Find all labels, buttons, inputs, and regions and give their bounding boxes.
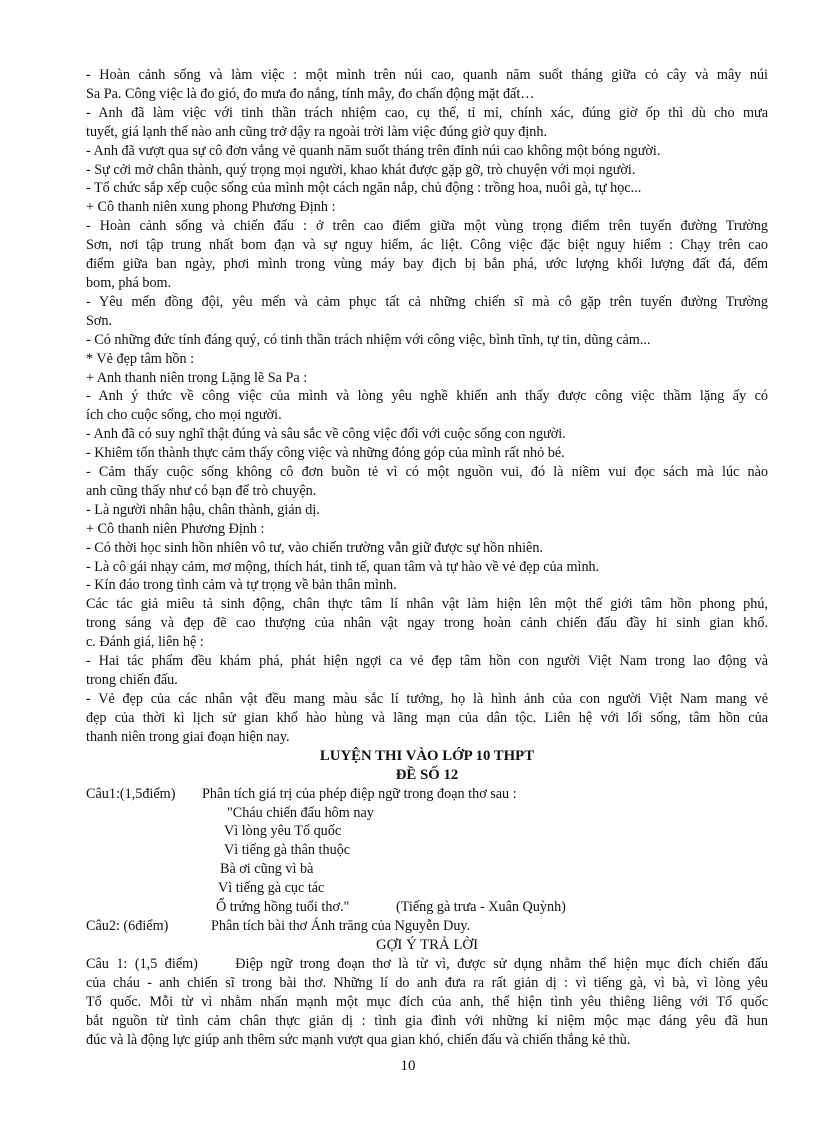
document-page xyxy=(86,66,768,1049)
poem-line: Vì tiếng gà thân thuộc xyxy=(224,842,351,859)
poem-line: Vì lòng yêu Tổ quốc xyxy=(224,823,342,840)
text-line: Sơn. xyxy=(86,312,113,329)
text-line: - Kín đáo trong tình cảm và tự trọng về bản thân mình. xyxy=(86,577,397,594)
answer-body xyxy=(86,955,768,1050)
text-line: - Là người nhân hậu, chân thành, giản dị. xyxy=(86,501,320,518)
question-1 xyxy=(86,785,768,804)
text-line: Câu 1: (1,5 điểm) Điệp ngữ trong đoạn thơ là từ vì, được sử dụng nhằm thể hiện mục đích chiến đấu xyxy=(86,955,768,972)
text-line: Các tác giả miêu tả sinh động, chân thực tâm lí nhân vật làm hiện lên một thế giới tâm hồn phong phú, xyxy=(86,596,768,613)
poem-line: Bà ơi cũng vì bà xyxy=(220,861,314,878)
text-line: + Cô thanh niên Phương Định : xyxy=(86,520,265,537)
text-line: * Vẻ đẹp tâm hồn : xyxy=(86,350,195,367)
text-line: ích cho cuộc sống, cho mọi người. xyxy=(86,407,282,424)
text-line: - Anh đã làm việc với tinh thần trách nhiệm cao, cụ thể, tỉ mỉ, chính xác, đúng giờ ốp thì dù cho mưa xyxy=(86,104,768,121)
page-number: 10 xyxy=(400,1058,416,1074)
text-line: Sơn, nơi tập trung nhất bom đạn và sự nguy hiểm, ác liệt. Công việc đặc biệt nguy hiểm : Chạy trên cao xyxy=(86,237,768,254)
text-line: + Cô thanh niên xung phong Phương Định : xyxy=(86,199,336,216)
poem xyxy=(86,804,768,917)
text-line: anh cũng thấy như có bạn để trò chuyện. xyxy=(86,482,317,499)
text-line: - Hoàn cảnh sống và chiến đấu : ở trên cao điểm giữa một vùng trọng điểm trên tuyến đường Trường xyxy=(86,218,768,235)
question-2-label: Câu2: (6điểm) xyxy=(86,917,169,934)
text-line: Tổ quốc. Mỗi từ vì nhằm nhấn mạnh một mục đích của anh, thể hiện tình yêu thiêng liêng với Tổ quốc xyxy=(86,993,768,1010)
text-line: - Có những đức tính đáng quý, có tinh thần trách nhiệm với công việc, bình tĩnh, tự tin, dũng cảm... xyxy=(86,331,651,348)
text-line: - Yêu mến đồng đội, yêu mến và cảm phục tất cả những chiến sĩ mà cô gặp trên tuyến đường Trường xyxy=(86,293,768,310)
text-line: - Hoàn cảnh sống và làm việc : một mình trên núi cao, quanh năm suốt tháng giữa cỏ cây và mây núi xyxy=(86,67,768,83)
poem-line: "Cháu chiến đấu hôm nay xyxy=(227,804,374,821)
text-line: bom, phá bom. xyxy=(86,274,172,291)
text-line: c. Đánh giá, liên hệ : xyxy=(86,634,204,651)
text-line: - Anh ý thức về công việc của mình và lòng yêu nghề khiến anh thấy được công việc thầm lặng ấy có xyxy=(86,388,768,405)
text-line: tuyết, giá lạnh thế nào anh cũng trở dậy ra ngoài trời làm việc đúng giờ quy định. xyxy=(86,123,548,140)
text-line: Sa Pa. Công việc là đo gió, đo mưa đo nắng, tính mây, đo chấn động mặt đất… xyxy=(86,85,535,102)
question-2-text: Phân tích bài thơ Ánh trăng của Nguyễn Duy. xyxy=(211,917,471,934)
text-line: trong chiến đấu. xyxy=(86,672,178,688)
poem-line: Ổ trứng hồng tuổi thơ." xyxy=(216,899,350,916)
text-line: - Sự cởi mở chân thành, quý trọng mọi người, khao khát được gặp gỡ, trò chuyện với mọi người. xyxy=(86,161,636,178)
question-1-text: Phân tích giá trị của phép điệp ngữ trong đoạn thơ sau : xyxy=(202,785,517,802)
text-line: - Hai tác phẩm đều khám phá, phát hiện ngợi ca vẻ đẹp tâm hồn con người Việt Nam trong lao động và xyxy=(86,653,768,670)
text-line: thanh niên trong giai đoạn hiện nay. xyxy=(86,728,290,745)
text-line: - Khiêm tốn thành thực cảm thấy công việc và những đóng góp của mình rất nhỏ bé. xyxy=(86,445,565,462)
question-1-label: Câu1:(1,5điểm) xyxy=(86,785,176,802)
text-line: - Anh đã có suy nghĩ thật đúng và sâu sắc về công việc đối với cuộc sống con người. xyxy=(86,426,566,443)
text-line: điểm giữa ban ngày, phơi mình trong vùng máy bay địch bị bắn phá, ước lượng khối lượng đất đá, đếm xyxy=(86,256,768,273)
exam-title: LUYỆN THI VÀO LỚP 10 THPT xyxy=(319,747,535,764)
poem-last-line xyxy=(86,898,768,917)
text-line: đúc và là động lực giúp anh thêm sức mạnh vượt qua gian khó, chiến đấu và chiến thắng kẻ thù. xyxy=(86,1031,631,1048)
question-2 xyxy=(86,917,768,936)
text-line: + Anh thanh niên trong Lặng lẽ Sa Pa : xyxy=(86,369,308,386)
exam-number: ĐỀ SỐ 12 xyxy=(395,766,459,783)
answer-heading: GỢI Ý TRẢ LỜI xyxy=(375,936,479,953)
text-line: - Là cô gái nhạy cảm, mơ mộng, thích hát, tinh tế, quan tâm và tự hào về vẻ đẹp của mình. xyxy=(86,558,600,575)
text-line: của cháu - anh chiến sĩ trong bài thơ. Những lí do anh đưa ra rất giản dị : vì tiếng gà, vì bà, vì lòng yêu xyxy=(86,974,768,991)
text-line: - Tổ chức sắp xếp cuộc sống của mình một cách ngăn nắp, chủ động : trồng hoa, nuôi gà, tự học... xyxy=(86,180,642,197)
text-line: - Anh đã vượt qua sự cô đơn vắng vẻ quanh năm suốt tháng trên đỉnh núi cao không một bóng người. xyxy=(86,142,661,159)
section1 xyxy=(86,66,768,747)
text-line: đẹp của thời kì lịch sử gian khổ hào hùng và lãng mạn của dân tộc. Liên hệ với lối sống, tâm hồn của xyxy=(86,709,768,726)
text-line: bắt nguồn từ tình cảm chân thực giản dị : tình gia đình với những kỉ niệm mộc mạc đáng yêu đã hun xyxy=(86,1012,768,1029)
text-line: - Vẻ đẹp của các nhân vật đều mang màu sắc lí tưởng, họ là hình ảnh của con người Việt Nam mang vẻ xyxy=(86,690,768,707)
poem-line: Vì tiếng gà cục tác xyxy=(218,880,325,897)
text-line: trong sáng và đẹp đẽ cao thượng của nhân vật ngay trong hoàn cảnh chiến đấu đầy hi sinh gian khổ. xyxy=(86,615,768,632)
text-line: - Cảm thấy cuộc sống không cô đơn buồn tẻ vì có một nguồn vui, đó là niềm vui đọc sách mà lúc nào xyxy=(86,464,768,481)
poem-source: (Tiếng gà trưa - Xuân Quỳnh) xyxy=(396,899,566,916)
text-line: - Có thời học sinh hồn nhiên vô tư, vào chiến trường vẫn giữ được sự hồn nhiên. xyxy=(86,539,543,556)
